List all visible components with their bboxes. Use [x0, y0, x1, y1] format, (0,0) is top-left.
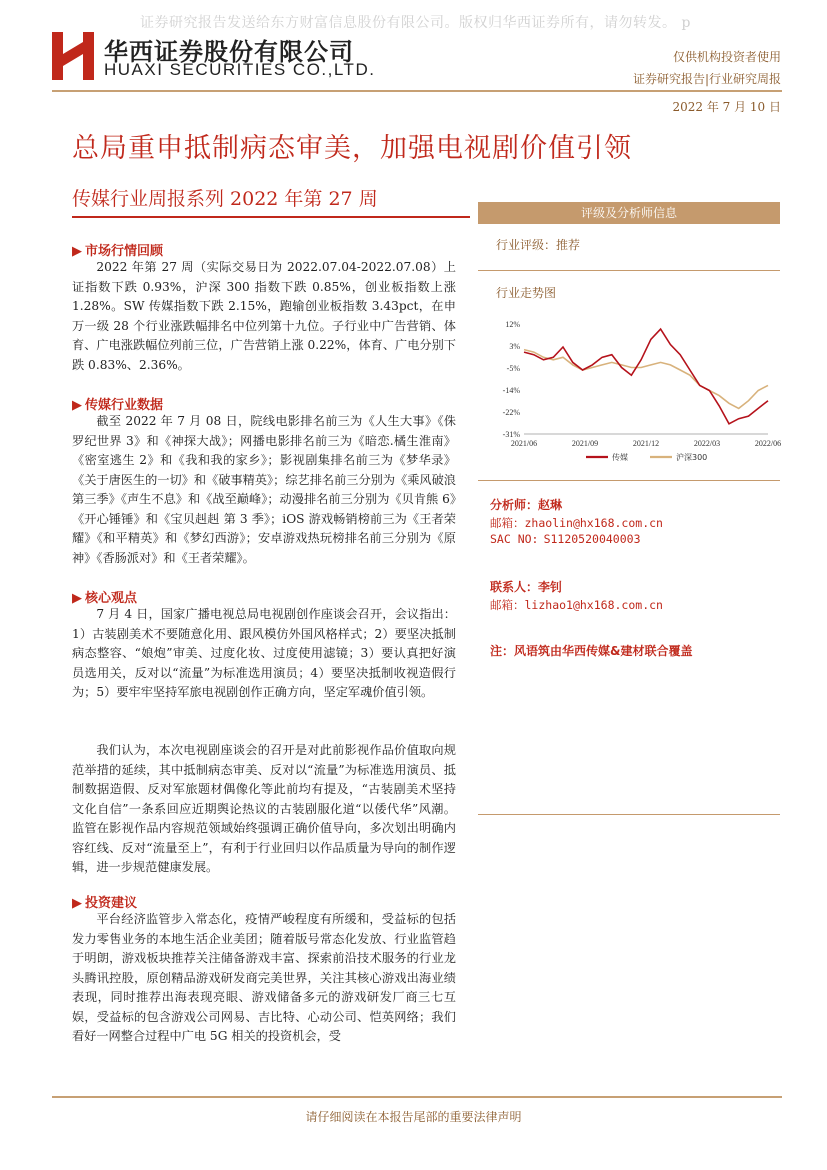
sidebar-header: 评级及分析师信息: [478, 202, 780, 224]
watermark: 证券研究报告发送给东方财富信息股份有限公司。版权归华西证券所有，请勿转发。 p: [140, 15, 691, 31]
series-line-csi300: [524, 350, 768, 409]
audience-note: 仅供机构投资者使用: [672, 50, 781, 64]
x-tick-label: 2022/06: [754, 439, 782, 448]
x-tick-label: 2022/03: [693, 439, 721, 448]
sidebar-divider: [478, 480, 780, 481]
analyst-name: 赵琳: [538, 498, 563, 512]
x-tick-label: 2021/09: [571, 439, 599, 448]
paragraph-core-view-1: 7 月 4 日，国家广播电视总局电视剧创作座谈会召开，会议指出：1）古装剧美术不要随意化用、跟风模仿外国风格样式；2）要坚决抵制病态整容、“娘炮”审美、过度化妆、过度使用滤镜；3）要认真把好演员选用关，反对以“流量”为标准选用演员；4）要坚决抵制收视造假行为；5）要牢牢坚持军旅电视剧创作正确方向，坚定军魂价值引领。: [72, 607, 456, 699]
rating-row: 行业评级：推荐: [496, 238, 581, 252]
contact-email-row: 邮箱：lizhao1@hx168.com.cn: [490, 598, 663, 612]
contact-email[interactable]: lizhao1@hx168.com.cn: [524, 598, 663, 612]
triangle-icon: ▶: [72, 398, 82, 413]
paragraph-industry-data: 截至 2022 年 7 月 08 日，院线电影排名前三为《人生大事》《侏罗纪世界 3》和《神探大战》；网播电影排名前三为《暗恋.橘生淮南》《密室逃生 2》和《我和我的家乡》；影视剧集排名前三为《梦华录》《关于唐医生的一切》和《破事精英》；综艺排名前三分别为《乘风破浪第三季》《声生不息》和《战至巅峰》；动漫排名前三分别为《贝肯熊 6》《开心锤锤》和《宝贝赳赳 第 3 季》；iOS 游戏畅销榜前三为《王者荣耀》《和平精英》和《梦幻西游》；安卓游戏热玩榜排名前三分别为《原神》《香肠派对》和《王者荣耀》。: [72, 414, 456, 565]
trend-chart: [490, 316, 782, 472]
subtitle-underline: [72, 216, 470, 218]
sac-row: SAC NO: S1120520040003: [490, 532, 641, 546]
paragraph-core-view-2: 我们认为，本次电视剧座谈会的召开是对此前影视作品价值取向规范举措的延续，其中抵制病态审美、反对以“流量”为标准选用演员、抵制数据造假、反对军旅题材偶像化等此前均有提及，“古装剧美术坚持文化自信”一条系回应近期舆论热议的古装剧服化道“以倭代华”风潮。监管在影视作品内容规范领域始终强调正确价值导向，多次划出明确内容红线、反对“流量至上”，有利于行业回归以作品质量为导向的制作逻辑，进一步规范健康发展。: [72, 743, 456, 874]
y-tick-label: 12%: [505, 320, 520, 329]
x-tick-label: 2021/06: [510, 439, 538, 448]
section-heading-industry-data: ▶ 传媒行业数据: [72, 398, 164, 413]
legend-label-csi300: 沪深300: [676, 453, 708, 462]
company-name-en: HUAXI SECURITIES CO.,LTD.: [104, 60, 376, 79]
company-name-cn: 华西证券股份有限公司: [104, 38, 354, 66]
y-tick-label: -31%: [502, 430, 520, 439]
footer-divider: [52, 1096, 782, 1098]
header-divider: [52, 90, 782, 92]
legal-footer: 请仔细阅读在本报告尾部的重要法律声明: [305, 1110, 522, 1124]
triangle-icon: ▶: [72, 896, 82, 911]
analyst-email[interactable]: zhaolin@hx168.com.cn: [524, 516, 663, 530]
triangle-icon: ▶: [72, 591, 82, 606]
report-date: 2022 年 7 月 10 日: [672, 100, 781, 114]
coverage-note: 注：风语筑由华西传媒&建材联合覆盖: [490, 644, 693, 658]
paragraph-market: 2022 年第 27 周（实际交易日为 2022.07.04-2022.07.08）上证指数下跌 0.93%，沪深 300 指数下跌 0.85%，创业板指数上涨 1.28%。SW 传媒指数下跌 2.15%，跑输创业板指数 3.43pct，在申万一级 28 个行业涨跌幅排名中位列第十九位。子行业中广告营销、体育、广电涨跌幅位列前三位，广告营销上涨 0.22%，体育、广电分别下跌 0.83%、2.36%。: [72, 260, 456, 372]
series-line-media: [524, 329, 768, 424]
y-tick-label: -14%: [502, 386, 520, 395]
section-heading-investment: ▶ 投资建议: [72, 896, 138, 911]
contact-name: 李钊: [538, 580, 563, 594]
paragraph-investment: 平台经济监管步入常态化，疫情严峻程度有所缓和，受益标的包括发力零售业务的本地生活企业美团；随着版号常态化发放、行业监管趋于明朗，游戏板块推荐关注储备游戏丰富、探索前沿技术服务的行业龙头腾讯控股，原创精品游戏研发商完美世界，关注其核心游戏出海业绩表现，同时推荐出海表现亮眼、游戏储备多元的游戏研发厂商三七互娱，受益标的包含游戏公司网易、吉比特、心动公司、恺英网络；我们看好一网整合过程中广电 5G 相关的投资机会，受: [72, 912, 456, 1043]
section-heading-market: ▶ 市场行情回顾: [72, 244, 164, 259]
sidebar-bottom-line: [478, 814, 780, 815]
report-title: 总局重申抵制病态审美，加强电视剧价值引领: [72, 133, 632, 164]
report-type: 证券研究报告|行业研究周报: [632, 72, 781, 86]
triangle-icon: ▶: [72, 244, 82, 259]
x-tick-label: 2021/12: [632, 439, 660, 448]
contact-row: 联系人：李钊: [490, 580, 563, 594]
sac-number: S1120520040003: [543, 532, 641, 546]
sidebar-divider: [478, 270, 780, 271]
analyst-email-row: 邮箱：zhaolin@hx168.com.cn: [490, 516, 663, 530]
legend-label-media: 传媒: [612, 453, 628, 462]
huaxi-logo-icon: [52, 32, 94, 80]
section-heading-core-view: ▶ 核心观点: [72, 591, 138, 606]
trend-chart-label: 行业走势图: [496, 286, 557, 300]
analyst-row: 分析师：赵琳: [490, 498, 563, 512]
rating-value: 推荐: [556, 238, 581, 252]
y-tick-label: -22%: [502, 408, 520, 417]
y-tick-label: -5%: [506, 364, 520, 373]
report-subtitle: 传媒行业周报系列 2022 年第 27 周: [72, 188, 378, 210]
y-tick-label: 3%: [509, 342, 520, 351]
